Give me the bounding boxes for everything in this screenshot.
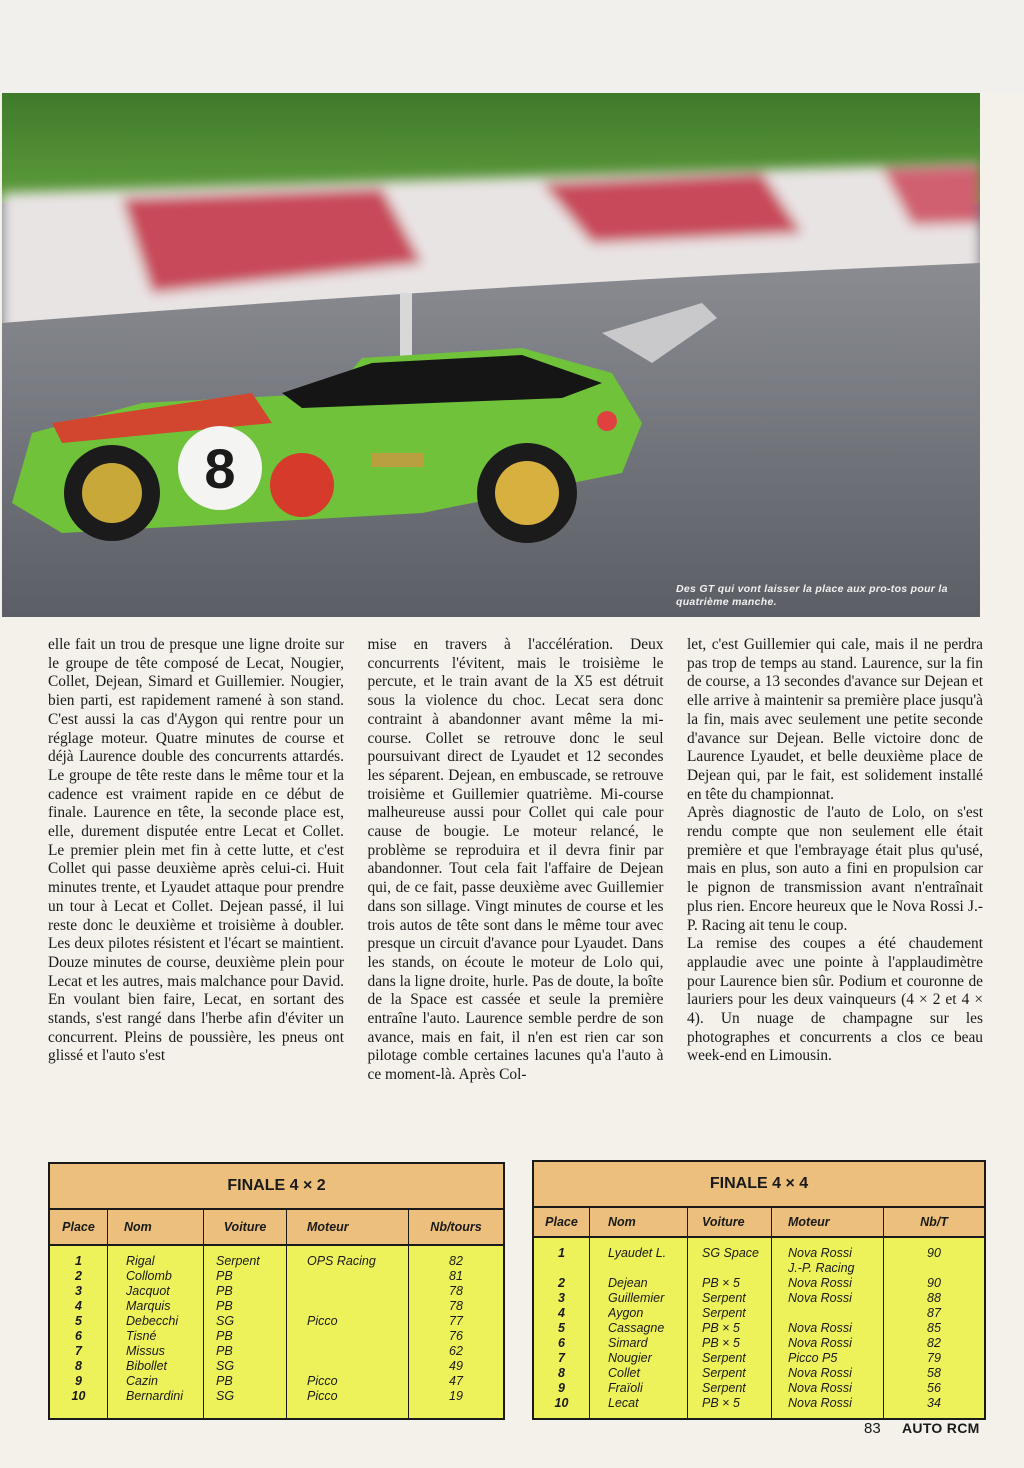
table-cell (307, 1329, 408, 1344)
table-cell: Nova Rossi (788, 1366, 852, 1380)
table-cell: 82 (927, 1336, 941, 1350)
table-cell: Serpent (702, 1351, 746, 1365)
race-photo (2, 93, 980, 617)
page-number: 83 (864, 1420, 881, 1437)
table-cell: 8 (558, 1366, 565, 1380)
table-cell: 6 (75, 1329, 82, 1343)
header-place: Place (50, 1210, 108, 1244)
table-cell (534, 1261, 589, 1276)
tours-column (884, 1238, 984, 1418)
header-voiture: Voiture (204, 1210, 287, 1244)
table-cell: 78 (449, 1284, 463, 1298)
table-cell: 34 (927, 1396, 941, 1410)
table-cell: 3 (75, 1284, 82, 1298)
table-cell: Fraïoli (608, 1381, 643, 1395)
moteur-column (772, 1238, 884, 1418)
table-cell: Serpent (216, 1254, 260, 1268)
table-cell: 58 (927, 1366, 941, 1380)
table-cell: PB × 5 (702, 1321, 740, 1335)
top-margin (0, 0, 1024, 93)
table-cell: Bernardini (126, 1389, 183, 1403)
table-cell: 3 (558, 1291, 565, 1305)
table-cell: 7 (558, 1351, 565, 1365)
table-cell: 56 (927, 1381, 941, 1395)
table-cell: Nova Rossi (788, 1291, 852, 1305)
table-cell: 1 (558, 1246, 565, 1260)
table-cell: PB (216, 1344, 233, 1358)
table-cell: Aygon (608, 1306, 644, 1320)
header-nom: Nom (590, 1208, 688, 1236)
table-cell: J.-P. Racing (788, 1261, 855, 1275)
tours-column (409, 1246, 503, 1418)
place-column (534, 1238, 590, 1418)
table-title: FINALE 4 × 2 (50, 1164, 503, 1210)
table-cell: Nova Rossi (788, 1381, 852, 1395)
table-cell: 10 (554, 1396, 569, 1410)
table-cell: 88 (927, 1291, 941, 1305)
table-cell: 47 (449, 1374, 463, 1388)
table-header-row (50, 1210, 503, 1246)
table-cell: 6 (558, 1336, 565, 1350)
table-cell: 90 (927, 1276, 941, 1290)
table-cell: 85 (927, 1321, 941, 1335)
table-cell: 78 (449, 1299, 463, 1313)
table-cell: Dejean (608, 1276, 648, 1290)
table-cell: Cazin (126, 1374, 158, 1388)
table-cell (307, 1299, 408, 1314)
article-paragraph: Après diagnostic de l'auto de Lolo, on s'est rendu compte que non seulement elle était première et que l'embrayage était plus qu'usé, mais en plus, son auto a fini en propulsion car le pignon de transmission avant n'entraînait plus rien. Encore heureux que le Nova Rossi J.-P. Racing ait tenu le coup. (687, 804, 983, 934)
table-cell: Collet (608, 1366, 640, 1380)
table-cell: 10 (71, 1389, 86, 1403)
article-body (48, 636, 983, 1146)
table-cell: 2 (558, 1276, 565, 1290)
article-column-3 (687, 636, 983, 1146)
table-cell: 76 (449, 1329, 463, 1343)
table-cell: 19 (449, 1389, 463, 1403)
table-cell (307, 1269, 408, 1284)
magazine-name: AUTO RCM (902, 1420, 980, 1436)
table-cell: Guillemier (608, 1291, 665, 1305)
table-cell: SG (216, 1359, 235, 1373)
table-cell (307, 1344, 408, 1359)
table-cell: 62 (449, 1344, 463, 1358)
table-cell: Picco (307, 1314, 338, 1328)
table-body (50, 1246, 503, 1418)
article-column-1 (48, 636, 344, 1146)
table-cell: SG (216, 1389, 235, 1403)
table-cell: PB (216, 1329, 233, 1343)
table-cell: PB × 5 (702, 1276, 740, 1290)
table-cell: 90 (927, 1246, 941, 1260)
nom-column (590, 1238, 688, 1418)
results-table-4x4 (532, 1160, 986, 1420)
table-cell: 4 (558, 1306, 565, 1320)
article-paragraph: mise en travers à l'accélération. Deux concurrents l'évitent, mais le troisième le percute, et le train avant de la X5 est détruit sous la violence du choc. Lecat sera donc contraint à abandonner avant même la mi-course. Collet se retrouve donc le seul poursuivant direct de Lyaudet et 12 secondes les séparent. Dejean, en embuscade, se retrouve troisième et Guillemier quatrième. Mi-course malheureuse aussi pour Collet qui cale pour cause de bougie. Le moteur relancé, le problème se reproduira et il devra finir par abandonner. Tout cela fait l'affaire de Dejean qui, de ce fait, passe deuxième avec Guillemier dans son sillage. Vingt minutes de course et les trois autos de tête sont dans le même tour avec presque un circuit d'avance pour Lyaudet. Dans les stands, on écoute le moteur de Lolo qui, dans la ligne droite, hurle. Pas de doute, la boîte de la Space est cassée et seule la première entraîne l'auto. Laurence semble perdre de son avance, mais en fait, il n'en est rien car son pilotage comble certaines lacunes qu'a l'auto à ce moment-là. Après Col- (367, 636, 664, 1084)
table-cell: Marquis (126, 1299, 171, 1313)
table-cell: Picco (307, 1389, 338, 1403)
table-cell: Nova Rossi (788, 1246, 852, 1260)
table-cell: 5 (558, 1321, 565, 1335)
table-cell: 79 (927, 1351, 941, 1365)
voiture-column (688, 1238, 772, 1418)
table-cell (307, 1284, 408, 1299)
table-cell: 7 (75, 1344, 82, 1358)
table-cell: PB (216, 1269, 233, 1283)
table-cell: Nova Rossi (788, 1276, 852, 1290)
nom-column (108, 1246, 204, 1418)
table-cell: Serpent (702, 1366, 746, 1380)
table-cell: Nougier (608, 1351, 652, 1365)
table-cell: Tisné (126, 1329, 157, 1343)
table-cell (608, 1261, 687, 1276)
header-nom: Nom (108, 1210, 204, 1244)
table-cell (788, 1306, 883, 1321)
table-cell: Picco P5 (788, 1351, 838, 1365)
table-cell: 81 (449, 1269, 463, 1283)
table-cell: PB (216, 1299, 233, 1313)
table-body (534, 1238, 984, 1418)
table-cell: Rigal (126, 1254, 155, 1268)
table-cell: 2 (75, 1269, 82, 1283)
place-column (50, 1246, 108, 1418)
table-cell: Serpent (702, 1381, 746, 1395)
voiture-column (204, 1246, 287, 1418)
table-cell: Debecchi (126, 1314, 179, 1328)
table-cell: 87 (927, 1306, 941, 1320)
header-place: Place (534, 1208, 590, 1236)
results-table-4x2 (48, 1162, 505, 1420)
table-cell: Simard (608, 1336, 648, 1350)
table-cell: Picco (307, 1374, 338, 1388)
car-number: 8 (204, 437, 236, 500)
table-cell: 77 (449, 1314, 463, 1328)
table-cell: PB × 5 (702, 1336, 740, 1350)
table-cell: Nova Rossi (788, 1396, 852, 1410)
table-cell: Collomb (126, 1269, 172, 1283)
table-cell: 1 (75, 1254, 82, 1268)
article-paragraph: let, c'est Guillemier qui cale, mais il ne perdra pas trop de temps au stand. Laurence, sur la fin de course, a 13 secondes d'avance sur Dejean et elle arrive à maintenir sa première place jusqu'à la fin, mais avec seulement une petite seconde d'avance sur Dejean. Belle victoire donc de Laurence Lyaudet, et belle deuxième place de Dejean qui, par le fait, est solidement installé en tête du championnat. (687, 636, 983, 803)
table-cell: 4 (75, 1299, 82, 1313)
table-cell (702, 1261, 771, 1276)
table-title: FINALE 4 × 4 (534, 1162, 984, 1208)
table-cell: 9 (558, 1381, 565, 1395)
table-cell: Nova Rossi (788, 1336, 852, 1350)
header-voiture: Voiture (688, 1208, 772, 1236)
table-cell: Cassagne (608, 1321, 665, 1335)
table-cell: 9 (75, 1374, 82, 1388)
article-column-2 (368, 636, 664, 1146)
table-cell: SG (216, 1314, 235, 1328)
table-cell (307, 1359, 408, 1374)
table-cell: Bibollet (126, 1359, 167, 1373)
table-cell: Missus (126, 1344, 165, 1358)
table-cell: PB (216, 1374, 233, 1388)
table-cell: 8 (75, 1359, 82, 1373)
table-cell: Jacquot (126, 1284, 170, 1298)
table-cell: 5 (75, 1314, 82, 1328)
header-moteur: Moteur (287, 1210, 409, 1244)
table-header-row (534, 1208, 984, 1238)
table-cell: OPS Racing (307, 1254, 376, 1268)
photo-caption: Des GT qui vont laisser la place aux pro-tos pour la quatrième manche. (676, 583, 948, 608)
table-cell: SG Space (702, 1246, 759, 1260)
table-cell: PB × 5 (702, 1396, 740, 1410)
table-cell: 49 (449, 1359, 463, 1373)
header-tours: Nb/tours (430, 1220, 482, 1234)
table-cell: Lyaudet L. (608, 1246, 667, 1260)
header-tours: Nb/T (920, 1215, 948, 1229)
article-paragraph: elle fait un trou de presque une ligne droite sur le groupe de tête composé de Lecat, Nougier, Collet, Dejean, Simard et Guillemier. Nougier, bien parti, est rapidement ramené à son stand. C'est aussi la cas d'Aygon qui rentre pour un réglage moteur. Quatre minutes de course et déjà Laurence double des concurrents attardés. Le groupe de tête reste dans le même tour et la cadence est vraiment rapide en ce début de finale. Laurence en tête, la seconde place est, elle, durement disputée entre Lecat et Collet. Le premier plein met fin à cette lutte, et c'est Collet qui passe deuxième après celui-ci. Huit minutes trente, et Lyaudet attaque pour prendre un tour à Lecat et Collet. Dejean passé, il lui reste donc le deuxième et troisième à doubler. Les deux pilotes résistent et l'écart se maintient. Douze minutes de course, deuxième plein pour Lecat et les autres, mais malchance pour David. En voulant bien faire, Lecat, en sortant des stands, s'est rangé dans l'herbe afin d'éviter un concurrent. Pleins de poussière, les pneus ont glissé et l'auto s'est (48, 636, 344, 1065)
table-cell: Lecat (608, 1396, 639, 1410)
table-cell: 82 (449, 1254, 463, 1268)
table-cell: Nova Rossi (788, 1321, 852, 1335)
table-cell: Serpent (702, 1291, 746, 1305)
header-moteur: Moteur (772, 1208, 884, 1236)
table-cell: PB (216, 1284, 233, 1298)
table-cell (884, 1261, 984, 1276)
table-cell: Serpent (702, 1306, 746, 1320)
article-paragraph: La remise des coupes a été chaudement applaudie avec une pointe à l'applaudimètre pour Laurence bien sûr. Podium et couronne de lauriers pour les deux vainqueurs (4 × 2 et 4 × 4). Un nuage de champagne sur les photographes et concurrents a clos ce beau week-end en Limousin. (687, 935, 983, 1065)
moteur-column (287, 1246, 409, 1418)
